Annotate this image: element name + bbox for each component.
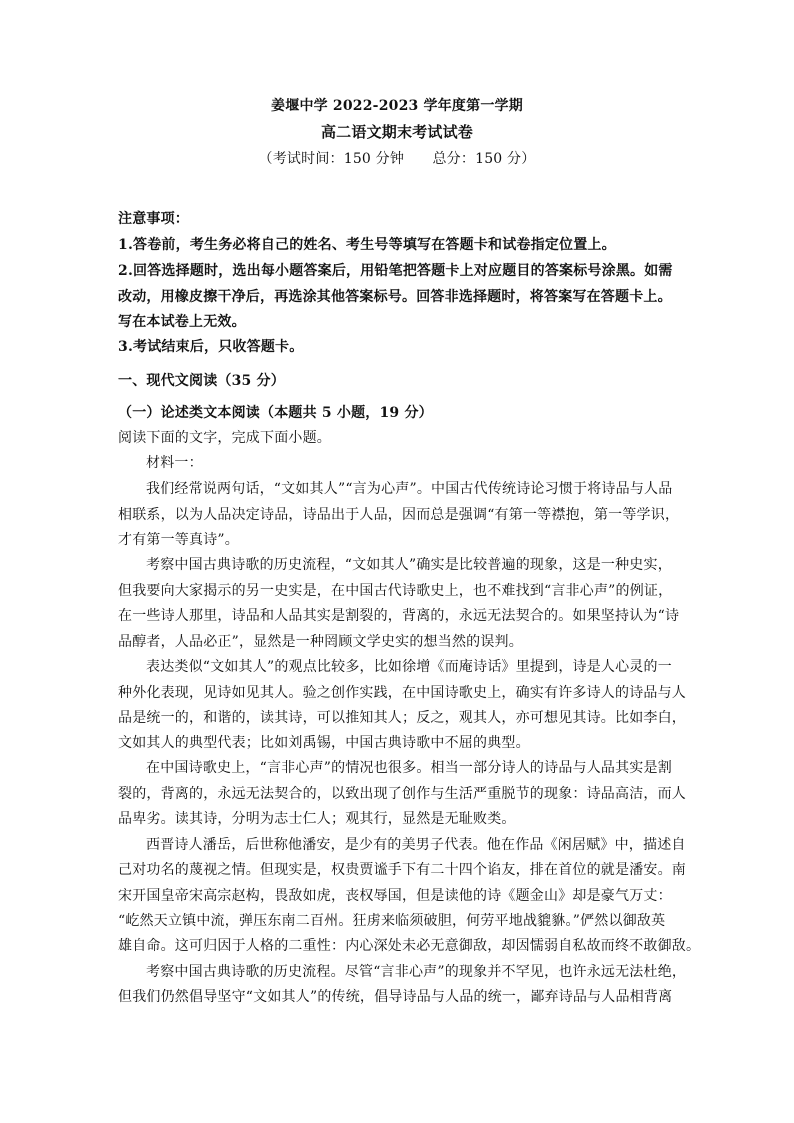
notice-line: 2.回答选择题时，选出每小题答案后，用铅笔把答题卡上对应题目的答案标号涂黑。如需: [118, 263, 673, 279]
passage-line: 裂的，背离的，永远无法契合的，以致出现了创作与生活严重脱节的现象：诗品高洁，而人: [118, 786, 686, 802]
passage-line: 才有第一等真诗”。: [118, 532, 239, 548]
notice-heading: 注意事项：: [118, 211, 189, 227]
notice-line: 1.答卷前，考生务必将自己的姓名、考生号等填写在答题卡和试卷指定位置上。: [118, 237, 616, 253]
passage-line: 表达类似“文如其人”的观点比较多，比如徐增《而庵诗话》里提到，诗是人心灵的一: [146, 659, 672, 675]
passage-line: 在中国诗歌史上，“言非心声”的情况也很多。相当一部分诗人的诗品与人品其实是割: [146, 760, 672, 776]
passage-line: 己对功名的蔑视之情。但现实是，权贵贾谧手下有二十四个谄友，排在首位的就是潘安。南: [118, 862, 686, 878]
passage-line: 品卑劣。读其诗，分明为志士仁人；观其行，显然是无耻败类。: [118, 811, 516, 827]
passage-line: 但我们仍然倡导坚守“文如其人”的传统，倡导诗品与人品的统一，鄙弃诗品与人品相背离: [118, 989, 673, 1005]
notice-line: 3.考试结束后，只收答题卡。: [118, 339, 304, 355]
notice-line: 写在本试卷上无效。: [118, 314, 246, 330]
passage-line: 在一些诗人那里，诗品和人品其实是割裂的，背离的，永远无法契合的。如果坚持认为“诗: [118, 608, 680, 624]
section-heading: 一、现代文阅读（35 分）: [118, 373, 285, 389]
passage-line: 考察中国古典诗歌的历史流程。尽管“言非心声”的现象并不罕见，也许永远无法杜绝，: [146, 964, 687, 980]
notice-line: 改动，用橡皮擦干净后，再选涂其他答案标号。回答非选择题时，将答案写在答题卡上。: [118, 289, 672, 305]
passage-line: 宋开国皇帝宋高宗赵构，畏敌如虎，丧权辱国，但是读他的诗《题金山》却是豪气万丈：: [118, 888, 672, 904]
passage-line: 西晋诗人潘岳，后世称他潘安，是少有的美男子代表。他在作品《闲居赋》中，描述自: [146, 837, 686, 853]
school-term-title: 姜堰中学 2022-2023 学年度第一学期: [271, 98, 523, 114]
passage-line: 考察中国古典诗歌的历史流程，“文如其人”确实是比较普遍的现象，这是一种史实，: [146, 557, 672, 573]
passage-line: 文如其人的典型代表；比如刘禹锡，中国古典诗歌中不屈的典型。: [118, 735, 530, 751]
reading-instruction: 阅读下面的文字，完成下面小题。: [118, 430, 331, 446]
passage-line: 相联系，以为人品决定诗品，诗品出于人品，因而总是强调“有第一等襟抱，第一等学识，: [118, 507, 680, 523]
passage-line: 品是统一的，和谐的，读其诗，可以推知其人；反之，观其人，亦可想见其诗。比如李白，: [118, 710, 686, 726]
passage-line: 但我要向大家揭示的另一史实是，在中国古代诗歌史上，也不难找到“言非心声”的例证，: [118, 583, 673, 599]
passage-line: 种外化表现，见诗如见其人。验之创作实践，在中国诗歌史上，确实有许多诗人的诗品与人: [118, 685, 686, 701]
exam-info: （考试时间：150 分钟 总分：150 分）: [258, 151, 536, 167]
passage-line: 雄自命。这可归因于人格的二重性：内心深处未必无意御敌，却因懦弱自私故而终不敢御敌。: [118, 938, 701, 954]
passage-line: 我们经常说两句话，“文如其人”“言为心声”。中国古代传统诗论习惯于将诗品与人品: [146, 481, 673, 497]
material-label: 材料一：: [146, 455, 203, 471]
passage-line: “屹然天立镇中流，弹压东南二百州。狂虏来临须破胆，何劳平地战貔貅。”俨然以御敌英: [118, 913, 666, 929]
exam-title: 高二语文期末考试试卷: [320, 123, 473, 141]
section-subheading: （一）论述类文本阅读（本题共 5 小题，19 分）: [118, 405, 433, 421]
passage-line: 品醇者，人品必正”，显然是一种罔顾文学史实的想当然的误判。: [118, 634, 523, 650]
